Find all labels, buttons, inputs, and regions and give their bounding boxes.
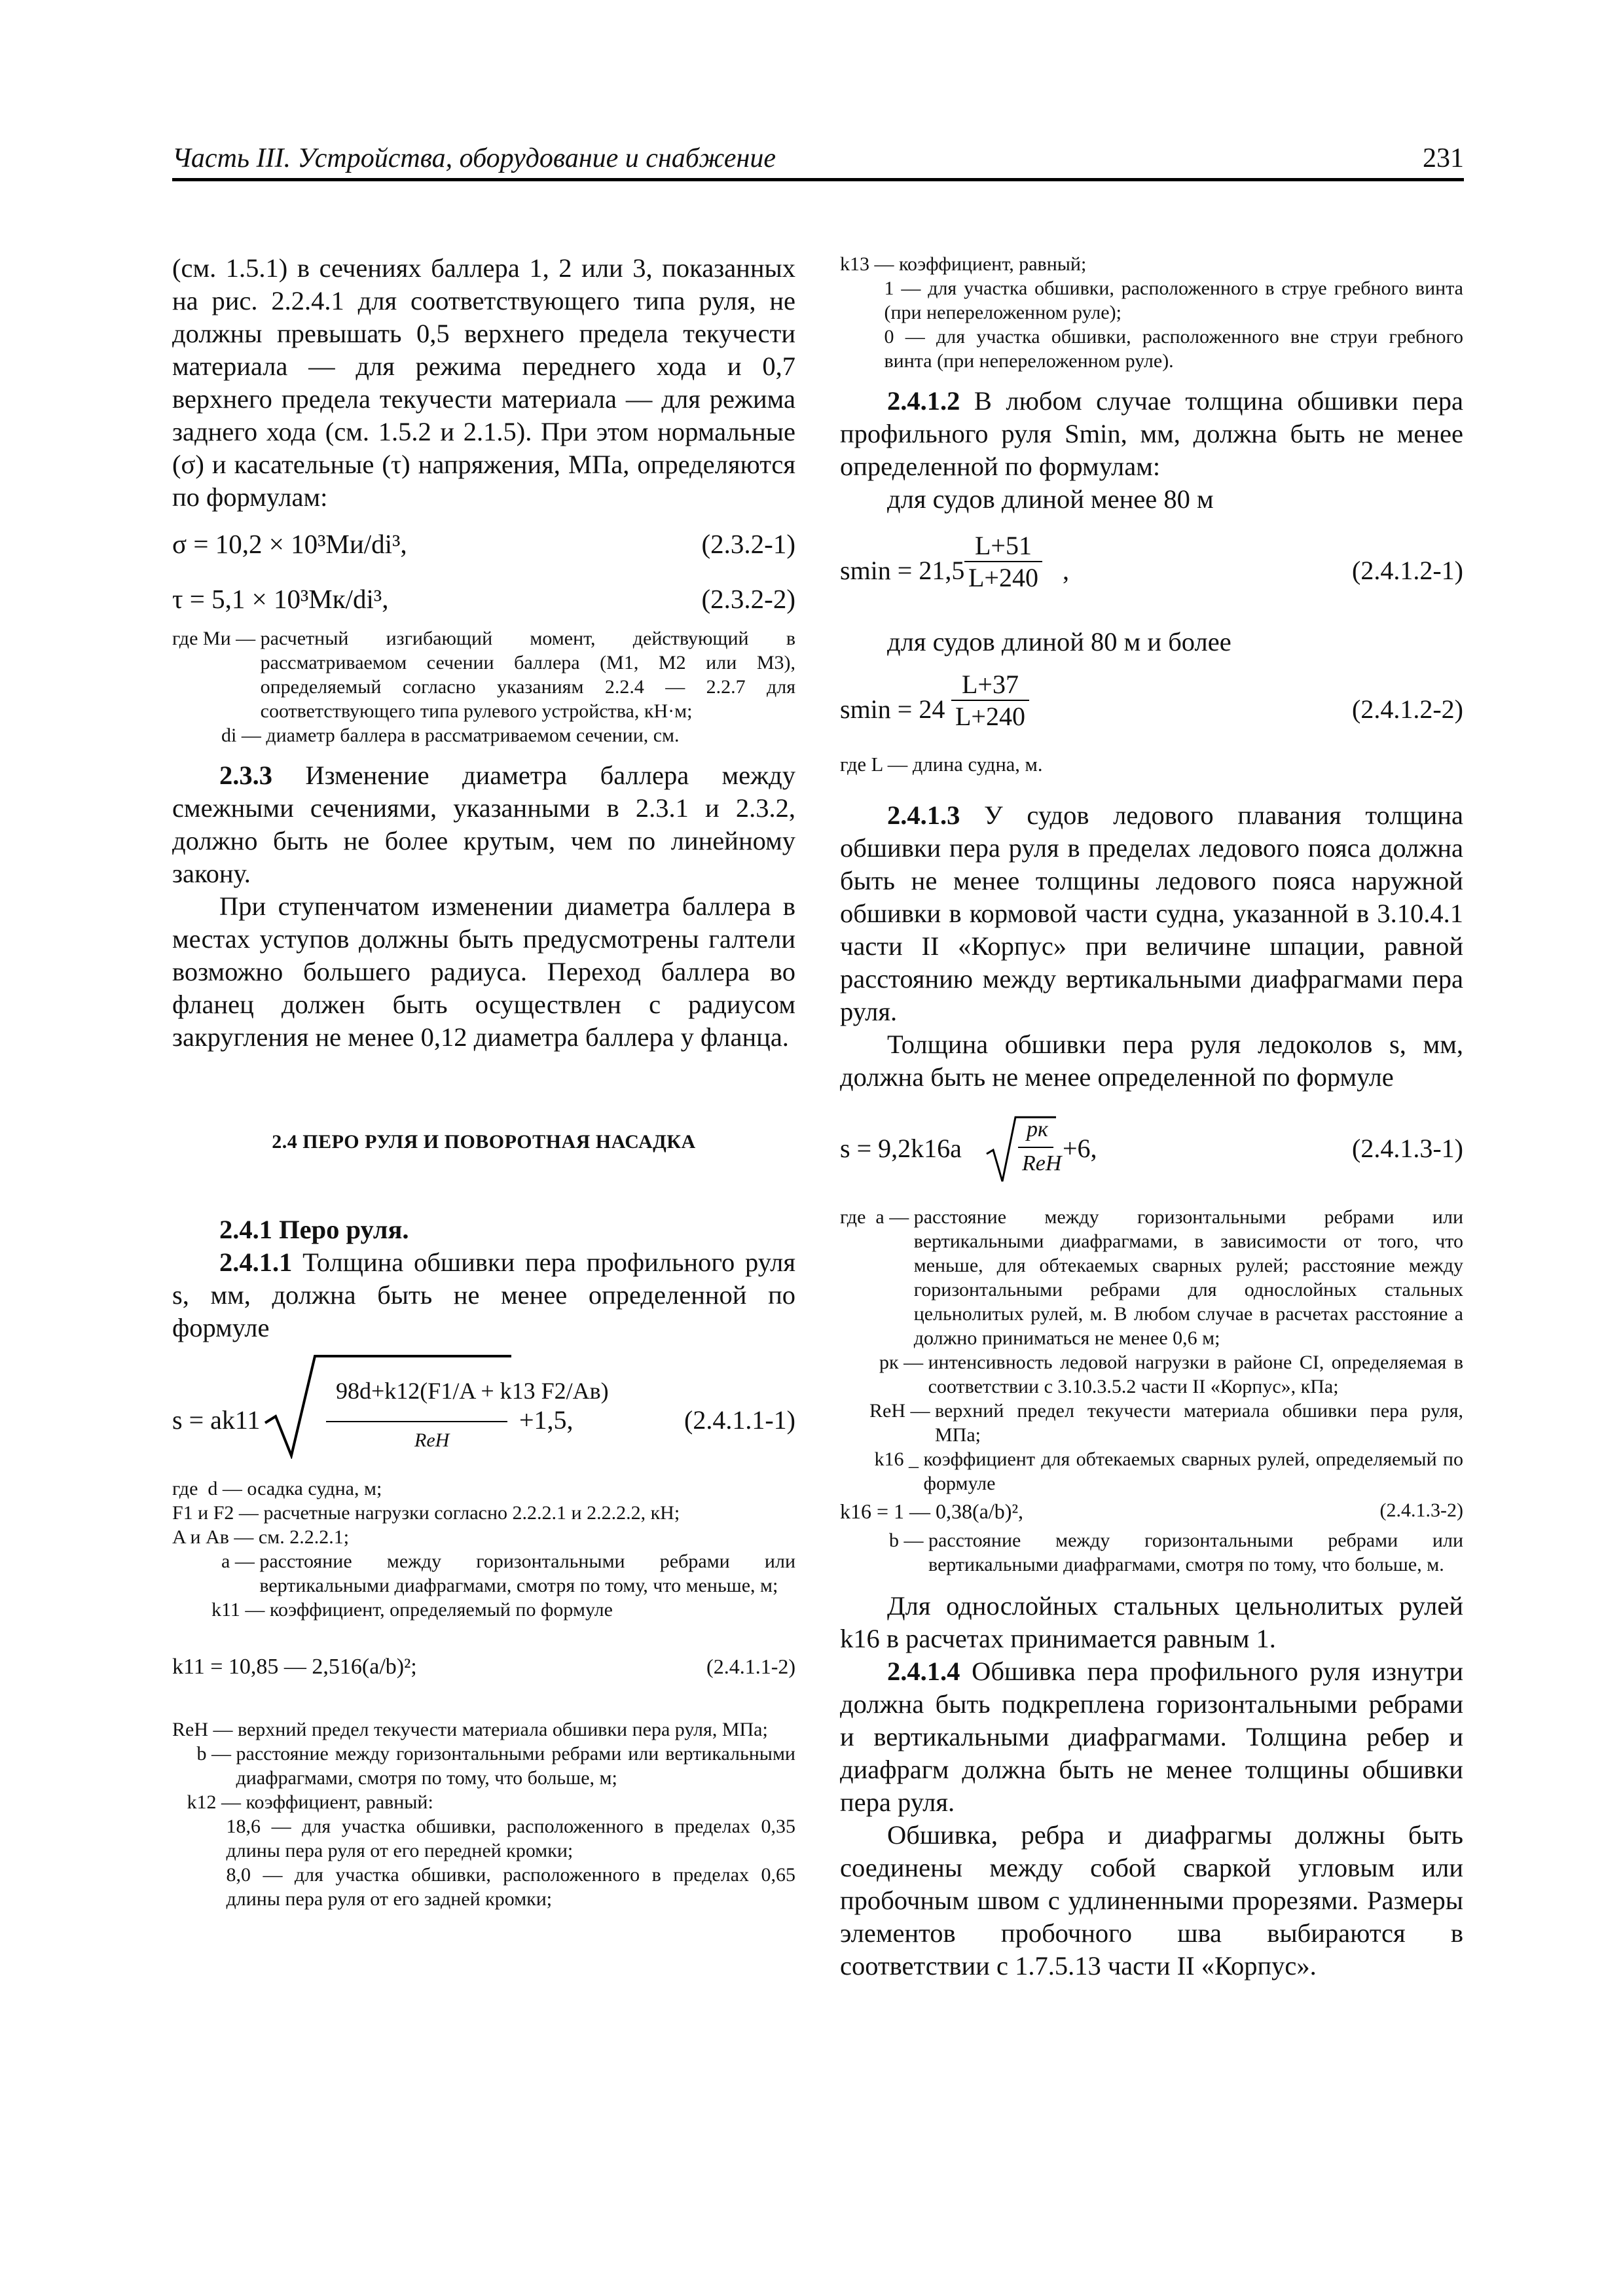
definition-item: где Mи — расчетный изгибающий момент, действующий в рассматриваемом сечении баллера (M1, M2 или M3), определяемый согласно указаниям 2.2.4 — 2.2.7 для соответствующего типа рулевого устройства, кН·м;: [172, 628, 795, 722]
paragraph-under-80m: для судов длиной менее 80 м: [887, 484, 1214, 514]
definition-item: k13 — коэффициент, равный;: [840, 253, 1087, 275]
definition-item: ReH — верхний предел текучести материала обшивки пера руля, МПа;: [840, 1400, 1463, 1446]
formula-lhs: smin = 21,5: [840, 556, 965, 585]
definitions-stress: [172, 626, 795, 747]
formula-radicand-numerator: pк: [1027, 1117, 1048, 1141]
definition-item: 18,6 — для участка обшивки, расположенного в пределах 0,35 длины пера руля от его передней кромки;: [226, 1816, 795, 1861]
paragraph-2-4-1-2: 2.4.1.2 В любом случае толщина обшивки пера профильного руля Smin, мм, должна быть не менее определенной по формулам:: [840, 386, 1463, 481]
formula-2-4-1-2-1: [840, 530, 1463, 602]
subsection-heading-2-4-1: 2.4.1 Перо руля.: [219, 1215, 409, 1244]
definition-item: a — расстояние между горизонтальными ребрами или вертикальными диафрагмами, смотря по тому, что меньше, м;: [172, 1551, 795, 1596]
right-column: [840, 252, 1463, 1982]
definition-item: b — расстояние между горизонтальными ребрами или вертикальными диафрагмами, смотря по тому, что больше, м;: [172, 1743, 795, 1789]
formula-text: k16 = 1 — 0,38(a/b)²,: [840, 1499, 1024, 1523]
definitions-2-4-1-3-2: [840, 1528, 1463, 1577]
formula-2-4-1-3-2: [840, 1499, 1463, 1528]
paragraph-stepped-diameter: При ступенчатом изменении диаметра баллера в местах уступов должны быть предусмотрены галтели возможно большего радиуса. Переход баллера во фланец должен быть осуществлен с радиусом закругления не менее 0,12 диаметра баллера у фланца.: [172, 891, 795, 1052]
definition-item: pк — интенсивность ледовой нагрузки в районе CI, определяемая в соответствии с 3.10.3.5.2 части II «Корпус», кПа;: [840, 1352, 1463, 1397]
definitions-2-4-1-1: [172, 1477, 795, 1622]
formula-fraction: $\frac{L+51}{L+240}$: [964, 530, 1042, 593]
formula-text: σ = 10,2 × 10³Mи/di³,: [172, 529, 407, 559]
definition-item: где a — расстояние между горизонтальными ребрами или вертикальными диафрагмами, в зависимости от того, что меньше, для обтекаемых сварных рулей; расстояние между горизонтальными ребрами для однослойных стальных цельнолитых рулей, м. В любом случае в расчетах расстояние a должно приниматься не менее 0,6 м;: [840, 1206, 1463, 1349]
formula-number: (2.3.2-1): [701, 529, 795, 559]
formula-number: (2.3.2-2): [701, 584, 795, 614]
formula-lhs: s = ak11: [172, 1405, 261, 1435]
paragraph-over-80m: для судов длиной 80 м и более: [887, 627, 1231, 656]
definition-item: di — диаметр баллера в рассматриваемом сечении, см.: [172, 725, 680, 746]
paragraph-2-3-3: 2.3.3 Изменение диаметра баллера между смежными сечениями, указанными в 2.3.1 и 2.3.2, должно быть не более крутым, чем по линейному закону.: [172, 761, 795, 888]
definition-item: k11 — коэффициент, определяемый по формуле: [172, 1599, 613, 1621]
formula-number: (2.4.1.2-1): [1352, 556, 1463, 585]
definition-item: 1 — для участка обшивки, расположенного в струе гребного винта (при непереложенном руле);: [884, 278, 1463, 323]
formula-text: τ = 5,1 × 10³Mк/di³,: [172, 584, 389, 614]
definition-item: A и Aв — см. 2.2.2.1;: [172, 1526, 350, 1548]
formula-text: k11 = 10,85 — 2,516(a/b)²;: [172, 1655, 417, 1679]
formula-tail: +1,5,: [519, 1405, 574, 1435]
definition-item: ReH — верхний предел текучести материала обшивки пера руля, МПа;: [172, 1719, 768, 1740]
definition-item: b — расстояние между горизонтальными ребрами или вертикальными диафрагмами, смотря по тому, что больше, м.: [840, 1530, 1463, 1575]
definition-item: F1 и F2 — расчетные нагрузки согласно 2.2.2.1 и 2.2.2.2, кН;: [172, 1502, 680, 1524]
definitions-2-4-1-1-2: [172, 1717, 795, 1911]
formula-2-4-1-2-2: [840, 669, 1463, 741]
clause-number: 2.3.3: [219, 761, 272, 790]
formula-lhs: smin = 24: [840, 694, 945, 724]
paragraph-stress-limits: (см. 1.5.1) в сечениях баллера 1, 2 или 3, показанных на рис. 2.2.4.1 для соответствующего типа руля, не должны превышать 0,5 верхнего предела текучести материала — для режима переднего хода и 0,7 верхнего предела текучести материала — для режима заднего хода (см. 1.5.2 и 2.1.5). При этом нормальные (σ) и касательные (τ) напряжения, МПа, определяются по формулам:: [172, 253, 795, 512]
paragraph-welding: Обшивка, ребра и диафрагмы должны быть соединены между собой сваркой угловым или пробочным швом с удлиненными прорезями. Размеры элементов пробочного шва выбираются в соответствии с 1.7.5.13 части II «Корпус».: [840, 1820, 1463, 1981]
definitions-2-4-1-3: [840, 1205, 1463, 1496]
definition-L: где L — длина судна, м.: [840, 753, 1043, 776]
paragraph-2-4-1-1: 2.4.1.1 Толщина обшивки пера профильного руля s, мм, должна быть не менее определенной по формуле: [172, 1247, 795, 1342]
header-rule: [172, 178, 1464, 181]
clause-number: 2.4.1.4: [887, 1657, 960, 1686]
formula-number: (2.4.1.2-2): [1352, 694, 1463, 724]
formula-fraction: $\frac{L+37}{L+240}$: [951, 669, 1029, 732]
formula-tail: +6,: [1063, 1134, 1097, 1163]
formula-radicand-denominator: ReH: [1022, 1151, 1062, 1175]
radical-sign: [264, 1351, 513, 1459]
paragraph-icebreakers: Толщина обшивки пера руля ледоколов s, мм, должна быть не менее определенной по формуле: [840, 1030, 1463, 1092]
clause-number: 2.4.1.2: [887, 386, 960, 416]
formula-radicand-numerator: 98d+k12(F1/A + k13 F2/Aв): [336, 1378, 609, 1404]
formula-radicand-denominator: ReH: [414, 1429, 450, 1451]
definitions-k13: [840, 252, 1463, 373]
paragraph-2-4-1-4: 2.4.1.4 Обшивка пера профильного руля изнутри должна быть подкреплена горизонтальными ребрами и вертикальными диафрагмами. Толщина ребер и диафрагм должна быть не менее толщины обшивки пера руля.: [840, 1657, 1463, 1817]
left-column: [172, 252, 795, 1911]
definition-item: k12 — коэффициент, равный:: [172, 1791, 433, 1813]
formula-2-4-1-1-2: [172, 1655, 795, 1691]
formula-number: (2.4.1.1-1): [684, 1405, 795, 1435]
page-number: 231: [1423, 143, 1464, 173]
formula-number: (2.4.1.1-2): [706, 1655, 795, 1678]
running-header-title: Часть III. Устройства, оборудование и снабжение: [172, 143, 776, 173]
paragraph-monolithic-rudders: Для однослойных стальных цельнолитых рулей k16 в расчетах принимается равным 1.: [840, 1591, 1463, 1653]
paragraph-2-4-1-3: 2.4.1.3 У судов ледового плавания толщина обшивки пера руля в пределах ледового пояса должна быть не менее толщины ледового пояса наружной обшивки в кормовой части судна, указанной в 3.10.4.1 части II «Корпус» при величине шпации, равной расстоянию между вертикальными диафрагмами пера руля.: [840, 800, 1463, 1026]
formula-2-4-1-3-1: [840, 1113, 1463, 1192]
formula-number: (2.4.1.3-1): [1352, 1134, 1463, 1163]
formula-2-3-2-1: [172, 528, 795, 567]
clause-number: 2.4.1.1: [219, 1247, 293, 1277]
definition-item: где d — осадка судна, м;: [172, 1478, 382, 1499]
clause-number: 2.4.1.3: [887, 800, 960, 830]
formula-comma: ,: [1063, 556, 1069, 585]
definition-item: 8,0 — для участка обшивки, расположенного в пределах 0,65 длины пера руля от его задней кромки;: [226, 1864, 795, 1910]
formula-2-3-2-2: [172, 583, 795, 622]
formula-lhs: s = 9,2k16a: [840, 1134, 962, 1163]
section-heading-2-4: 2.4 ПЕРО РУЛЯ И ПОВОРОТНАЯ НАСАДКА: [272, 1131, 696, 1153]
definition-item: 0 — для участка обшивки, расположенного вне струи гребного винта (при непереложенном руле).: [884, 326, 1463, 372]
formula-number: (2.4.1.3-2): [1379, 1499, 1463, 1521]
formula-2-4-1-1-1: [172, 1351, 795, 1462]
definition-item: k16 _ коэффициент для обтекаемых сварных рулей, определяемый по формуле: [840, 1448, 1463, 1494]
